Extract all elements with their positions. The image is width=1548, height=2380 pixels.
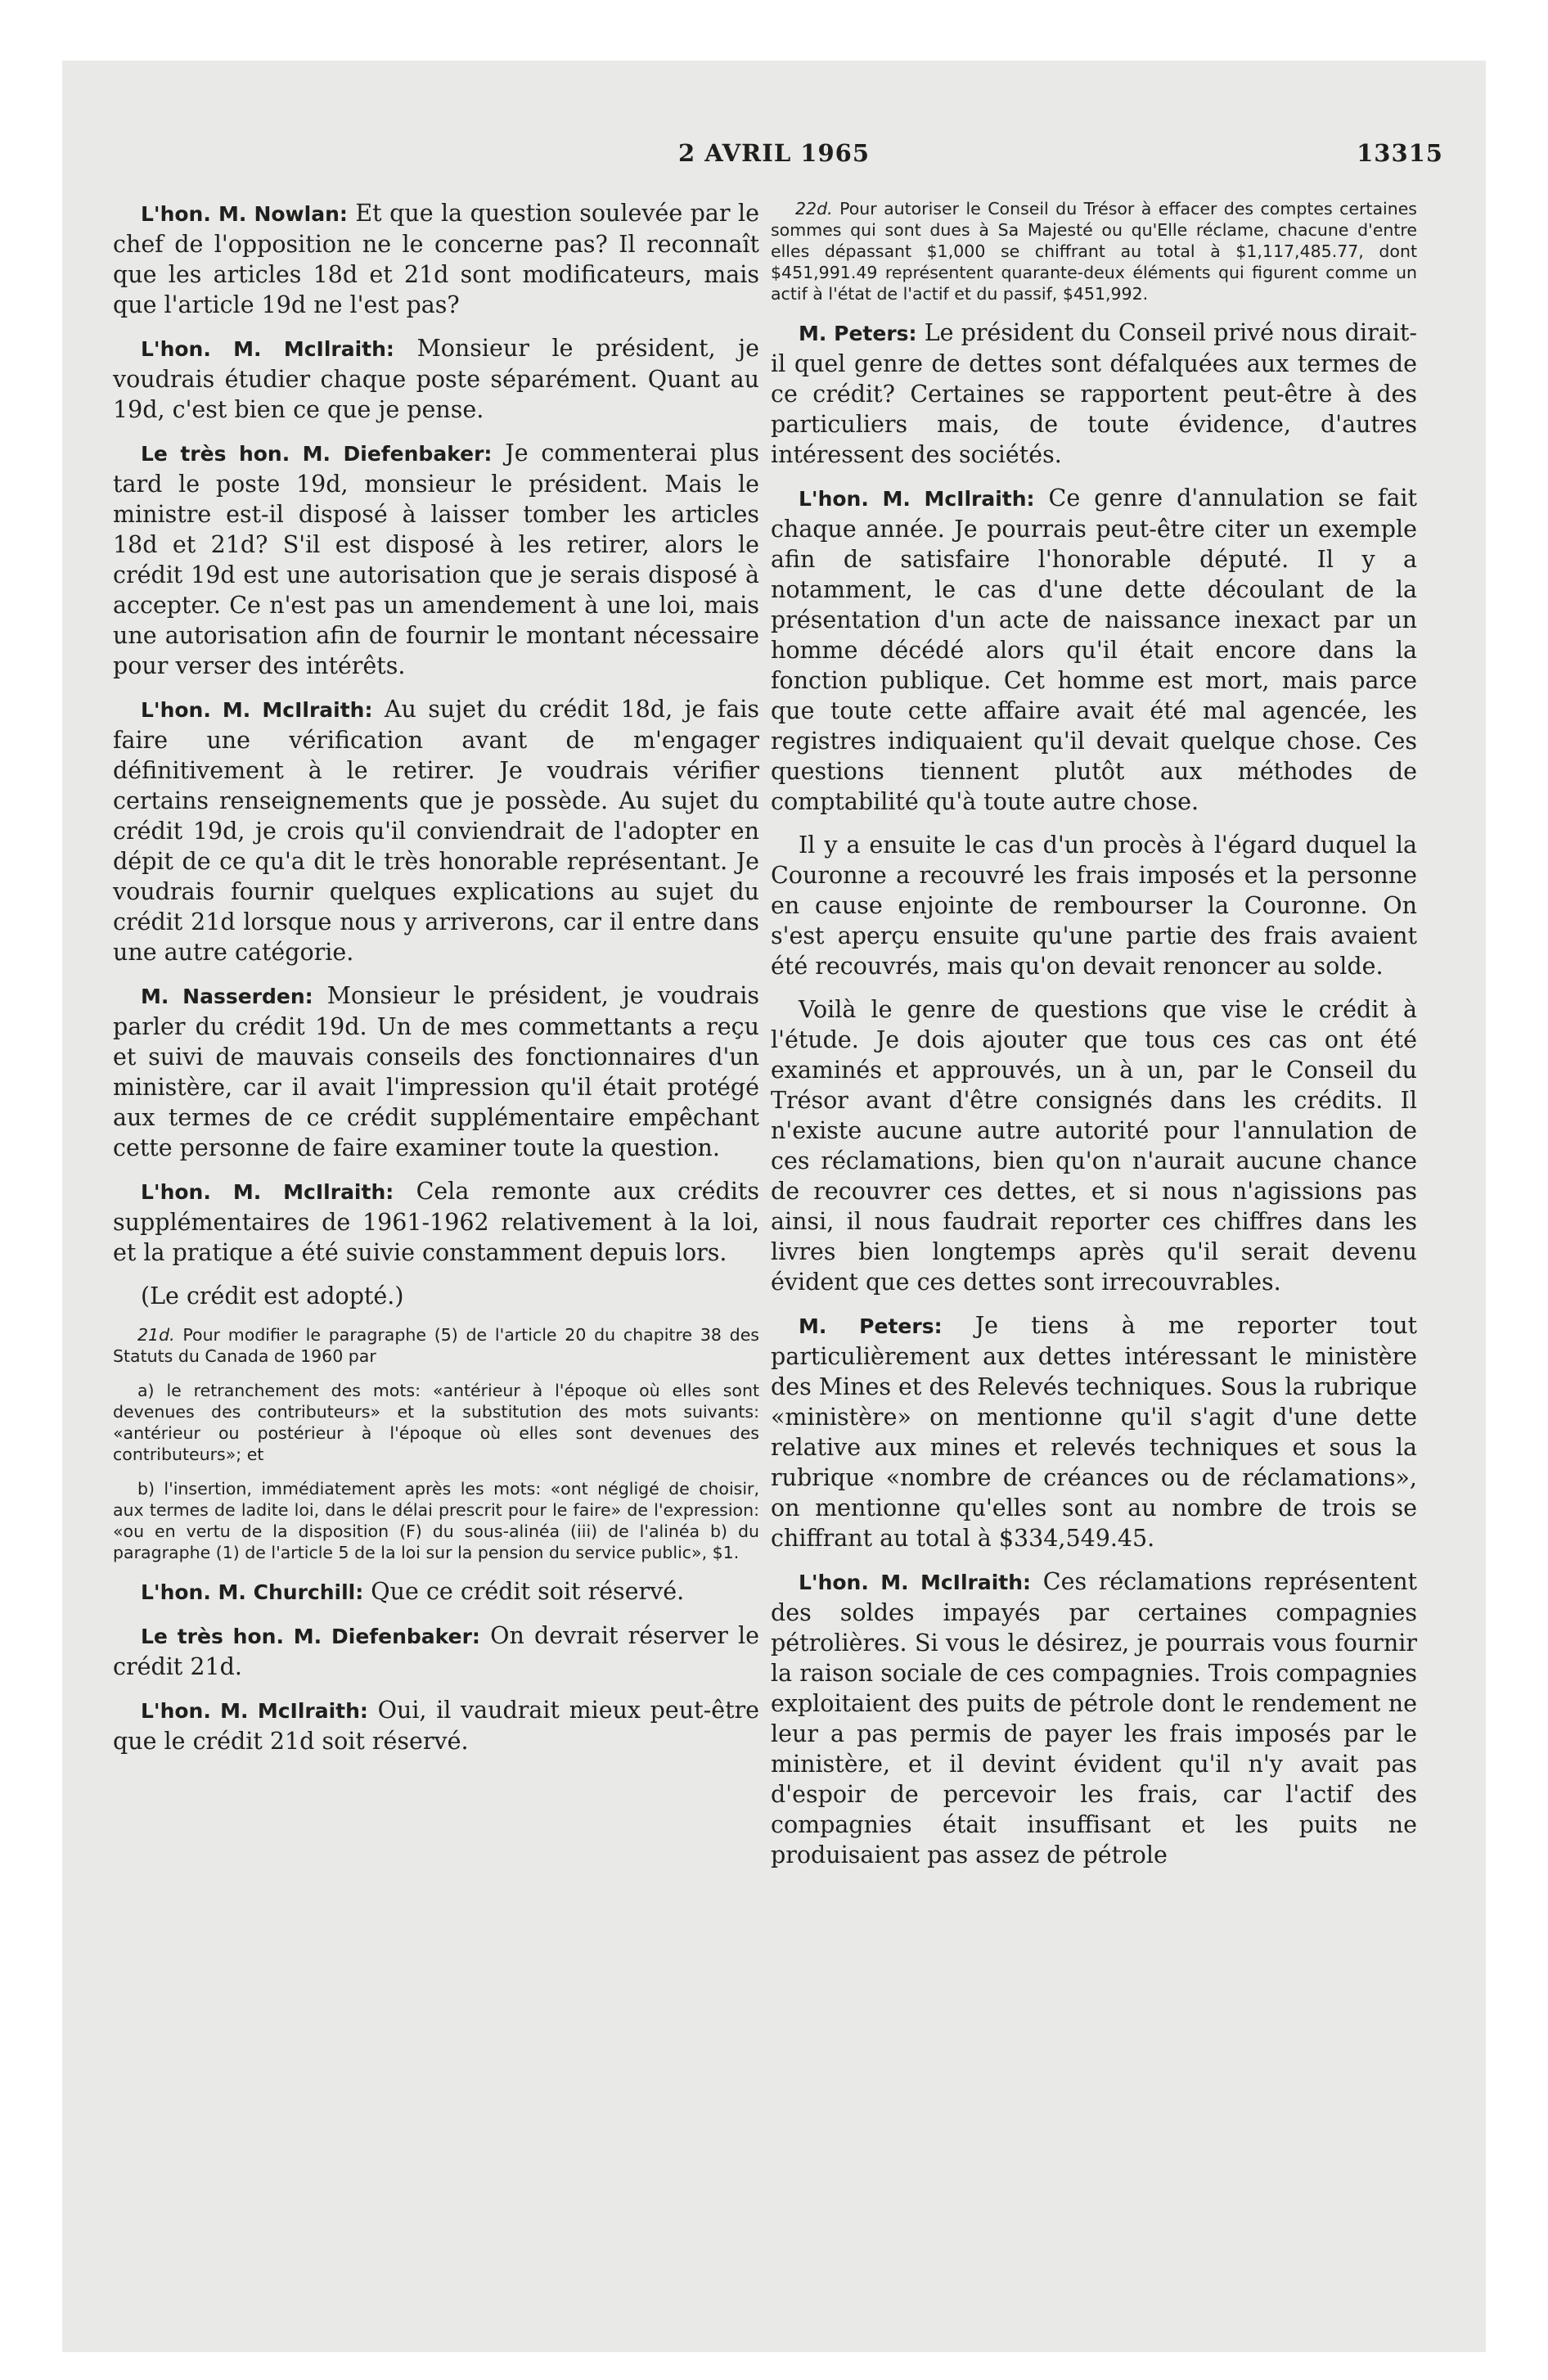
speech-text: Je tiens à me reporter tout particulièrement aux dettes intéressant le ministère des Mines et des Relevés techniques. Sous la rubrique «ministère» on mentionne qu'il s'agit d'une dette relative aux mines et relevés techniques et sous la rubrique «nombre de créances ou de réclamations», on mentionne qu'elles sont au nombre de trois se chiffrant au total à $334,549.45. xyxy=(771,1312,1418,1552)
speech-text: Oui, il vaudrait mieux peut-être que le crédit 21d soit réservé. xyxy=(113,1697,760,1755)
paragraph xyxy=(771,1310,1417,1553)
speech-text: Au sujet du crédit 18d, je fais faire une vérification avant de m'engager définitivement à le retirer. Je voudrais vérifier certains renseignements que je possède. Au sujet du crédit 19d, je crois qu'il conviendrait de l'adopter en dépit de ce qu'a dit le très honorable représentant. Je voudrais fournir quelques explications au sujet du crédit 21d lorsque nous y arriverons, car il entre dans une autre catégorie. xyxy=(113,696,759,966)
speech-text: Je commenterai plus tard le poste 19d, monsieur le président. Mais le ministre est-il disposé à laisser tomber les articles 18d et 21d? S'il est disposé à les retirer, alors le crédit 19d est une autorisation que je serais disposé à accepter. Ce n'est pas un amendement à une loi, mais une autorisation afin de fournir le montant nécessaire pour verser des intérêts. xyxy=(113,439,759,679)
paragraph xyxy=(113,198,759,320)
speaker-name: L'hon. M. Nowlan: xyxy=(141,202,348,226)
left-column xyxy=(113,198,759,1769)
speaker-name: L'hon. M. McIlraith: xyxy=(799,1571,1032,1594)
speech-text: Ce genre d'annulation se fait chaque année. Je pourrais peut-être citer un exemple afin de satisfaire l'honorable député. Il y a notamment, le cas d'une dette découlant de la présentation d'un acte de naissance inexact par un homme décédé alors qu'il était encore dans la fonction publique. Cet homme est mort, mais parce que toute cette affaire avait été mal agencée, les registres indiquaient qu'il devait quelque chose. Ces questions tiennent plutôt aux méthodes de comptabilité qu'à toute autre chose. xyxy=(771,485,1418,815)
speech-text: On devrait réserver le crédit 21d. xyxy=(113,1622,759,1680)
speech-text: Le président du Conseil privé nous dirait-il quel genre de dettes sont défalquées aux termes de ce crédit? Certaines se rapportent peut-être à des particuliers mais, de toute évidence, d'autres intéressent des sociétés. xyxy=(771,319,1417,468)
speech-text: Que ce crédit soit réservé. xyxy=(371,1578,685,1605)
paragraph: Il y a ensuite le cas d'un procès à l'égard duquel la Couronne a recouvré les frais imposés et la personne en cause enjointe de rembourser la Couronne. On s'est aperçu ensuite qu'une partie des frais avaient été recouvrés, mais qu'on devait renoncer au solde. xyxy=(771,832,1417,980)
header-date: 2 AVRIL 1965 xyxy=(677,139,871,167)
speaker-name: L'hon. M. McIlraith: xyxy=(141,698,373,722)
page-header xyxy=(62,139,1486,180)
paragraph xyxy=(113,438,759,681)
vote-text: Pour modifier le paragraphe (5) de l'article 20 du chapitre 38 des Statuts du Canada de 1960 par xyxy=(113,1325,759,1366)
speaker-name: Le très hon. M. Diefenbaker: xyxy=(141,1625,480,1648)
vote-item xyxy=(771,198,1417,304)
speech-text: Cela remonte aux crédits supplémentaires de 1961-1962 relativement à la loi, et la pratique a été suivie constamment depuis lors. xyxy=(113,1178,759,1266)
speaker-name: L'hon. M. Churchill: xyxy=(141,1580,364,1604)
speech-text: Et que la question soulevée par le chef de l'opposition ne le concerne pas? Il reconnaît que les articles 18d et 21d sont modificateurs, mais que l'article 19d ne l'est pas? xyxy=(113,200,759,318)
paragraph xyxy=(113,333,759,425)
paragraph xyxy=(113,980,759,1163)
speaker-name: M. Peters: xyxy=(799,322,917,345)
speaker-name: L'hon. M. McIlraith: xyxy=(141,1180,394,1204)
speech-text: Monsieur le président, je voudrais étudier chaque poste séparément. Quant au 19d, c'est bien ce que je pense. xyxy=(113,335,759,423)
vote-text: Pour autoriser le Conseil du Trésor à effacer des comptes certaines sommes qui sont dues à Sa Majesté ou qu'Elle réclame, chacune d'entre elles dépassant $1,000 se chiffrant au total à $1,117,485.77, dont $451,991.49 représentent quarante-deux éléments qui figurent comme un actif à l'état de l'actif et du passif, $451,992. xyxy=(771,199,1417,304)
paragraph xyxy=(771,318,1417,470)
speaker-name: L'hon. M. McIlraith: xyxy=(141,1699,368,1723)
paragraph xyxy=(771,483,1417,817)
speaker-name: M. Peters: xyxy=(799,1314,943,1338)
vote-clause: b) l'insertion, immédiatement après les mots: «ont négligé de choisir, aux termes de ladite loi, dans le délai prescrit pour le faire» de l'expression: «ou en vertu de la disposition (F) du sous-alinéa (iii) de l'alinéa b) du paragraphe (1) de l'article 5 de la loi sur la pension du service public», $1. xyxy=(113,1479,759,1562)
paragraph xyxy=(113,694,759,967)
vote-label: 22d. xyxy=(795,199,833,219)
paragraph xyxy=(113,1620,759,1682)
speech-text: Ces réclamations représentent des soldes impayés par certaines compagnies pétrolières. Si vous le désirez, je pourrais vous fournir la raison sociale de ces compagnies. Trois compagnies exploitaient des puits de pétrole dont le rendement ne leur a pas permis de payer les frais imposés par le ministère, et il devint évident qu'il n'y avait pas d'espoir de percevoir les frais, car l'actif des compagnies était insuffisant et les puits ne produisaient pas assez de pétrole xyxy=(771,1568,1418,1868)
speaker-name: L'hon. M. McIlraith: xyxy=(799,487,1035,511)
speaker-name: M. Nasserden: xyxy=(141,985,313,1008)
right-column xyxy=(771,198,1417,1883)
vote-result: (Le crédit est adopté.) xyxy=(141,1282,404,1309)
paragraph xyxy=(113,1176,759,1268)
document-page xyxy=(62,61,1486,2352)
paragraph xyxy=(113,1695,759,1756)
vote-clause: a) le retranchement des mots: «antérieur à l'époque où elles sont devenues des contributeurs» et la substitution des mots suivants: «antérieur ou postérieur à l'époque où elles sont devenues des contributeurs»; et xyxy=(113,1381,759,1464)
paragraph: Voilà le genre de questions que vise le crédit à l'étude. Je dois ajouter que tous ces cas ont été examinés et approuvés, un à un, par le Conseil du Trésor avant d'être consignés dans les crédits. Il n'existe aucune autre autorité pour l'annulation de ces réclamations, bien qu'on n'aurait aucune chance de recouvrer ces dettes, et si nous n'agissions pas ainsi, il nous faudrait reporter ces chiffres dans les livres bien longtemps après qu'il serait devenu évident que ces dettes sont irrecouvrables. xyxy=(771,996,1417,1296)
speaker-name: Le très hon. M. Diefenbaker: xyxy=(141,442,493,466)
paragraph xyxy=(771,1566,1417,1870)
vote-item xyxy=(113,1324,759,1367)
speech-text: Monsieur le président, je voudrais parler du crédit 19d. Un de mes commettants a reçu et suivi de mauvais conseils des fonctionnaires d'un ministère, car il avait l'impression qu'il était protégé aux termes de ce crédit supplémentaire empêchant cette personne de faire examiner toute la question. xyxy=(113,982,759,1161)
vote-label: 21d. xyxy=(137,1325,175,1345)
speaker-name: L'hon. M. McIlraith: xyxy=(141,337,394,361)
paragraph xyxy=(113,1576,759,1607)
page-number: 13315 xyxy=(1357,139,1443,167)
